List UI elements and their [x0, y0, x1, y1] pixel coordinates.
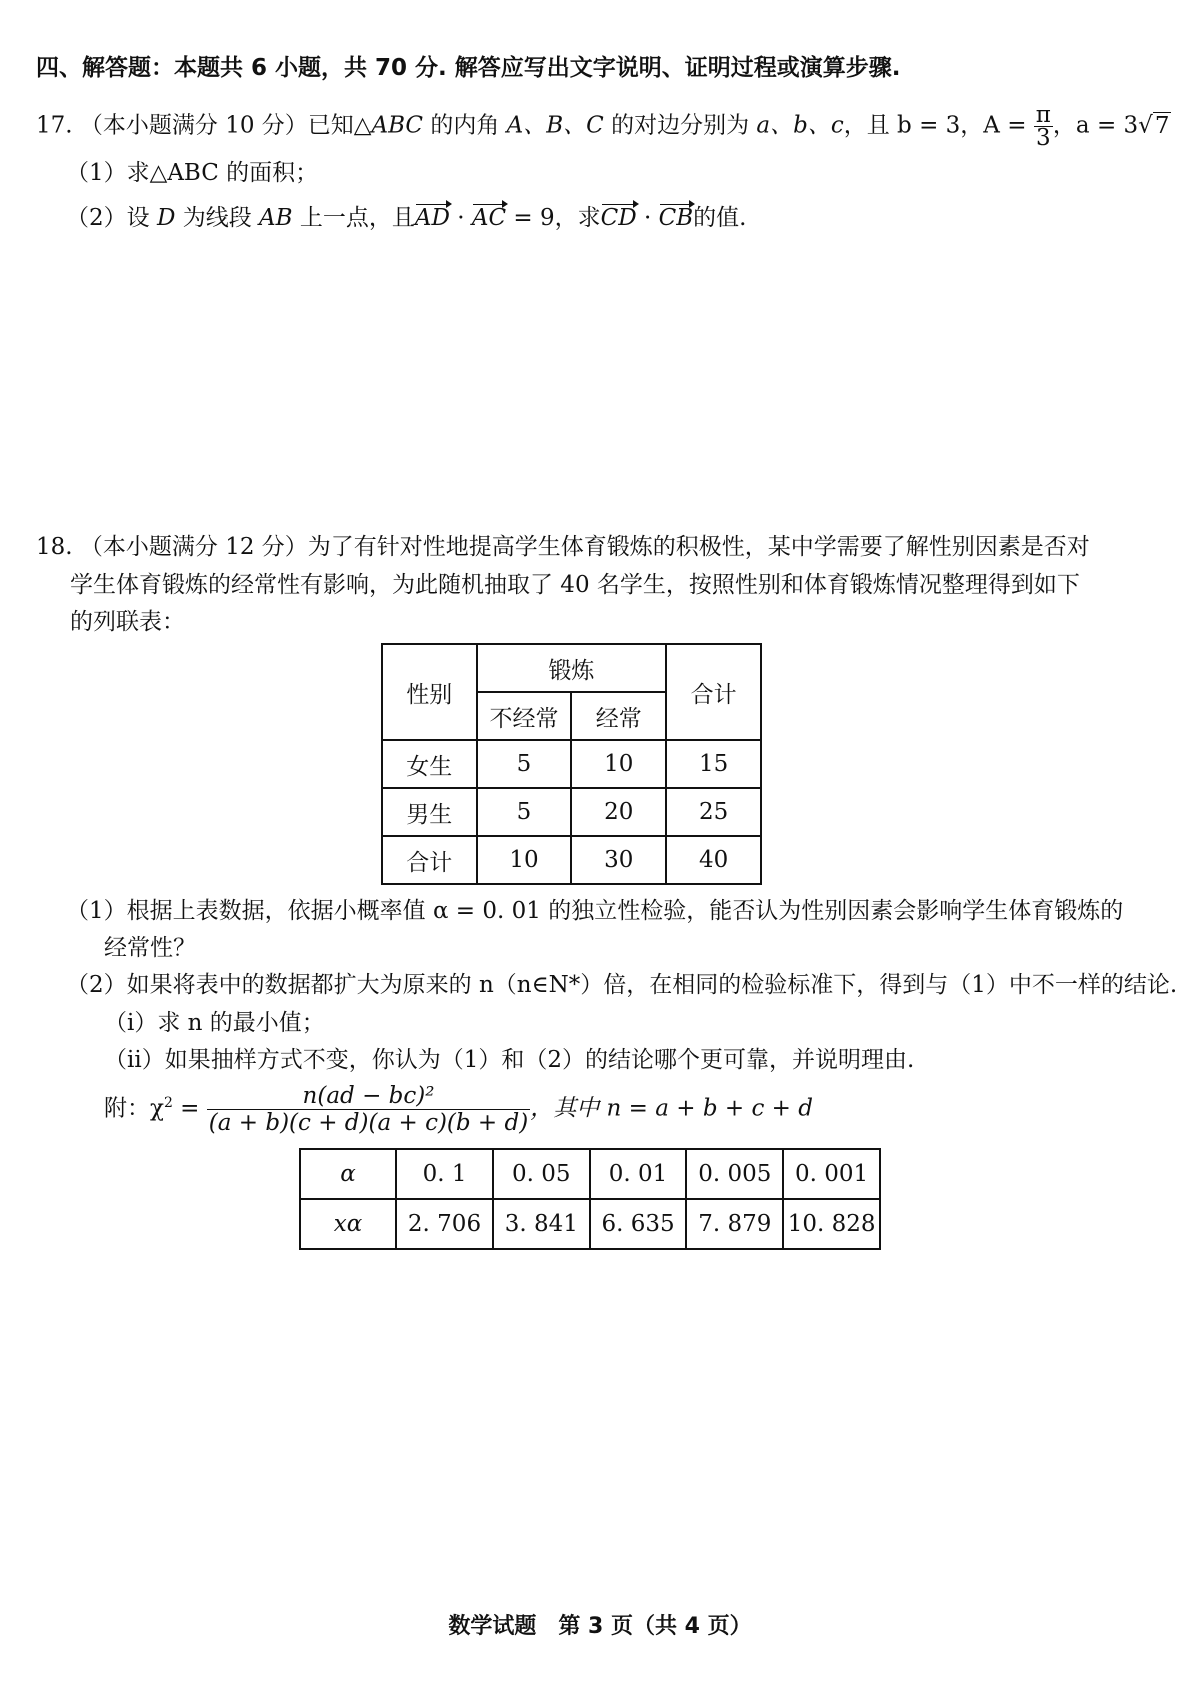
- q18-stem-line2: 学生体育锻炼的经常性有影响，为此随机抽取了 40 名学生，按照性别和体育锻炼情况整理得到如下: [70, 572, 1080, 598]
- vector-ac: AC: [471, 205, 507, 231]
- q18-stem-line1: 18. （本小题满分 12 分）为了有针对性地提高学生体育锻炼的积极性，某中学需要了解性别因素是否对: [36, 534, 1090, 560]
- q18-part1-line2: 经常性？: [104, 935, 196, 961]
- section-heading: 四、解答题：本题共 6 小题，共 70 分. 解答应写出文字说明、证明过程或演算步骤.: [36, 55, 901, 81]
- alpha-value: 0. 005: [686, 1149, 783, 1199]
- cell-not-often: 10: [477, 836, 572, 884]
- q17-stem: 17. （本小题满分 10 分）已知△ABC 的内角 A、B、C 的对边分别为 a、b、c，且 b = 3，A = $\frac{\pi}{3}$ ，a = 3√7: [36, 102, 1170, 151]
- alpha-value: 0. 001: [783, 1149, 880, 1199]
- cell-often: 10: [571, 740, 666, 788]
- critical-value: 3. 841: [493, 1199, 590, 1249]
- vector-cd: CD: [600, 205, 637, 231]
- q18-part2-ii: （ⅱ）如果抽样方式不变，你认为（1）和（2）的结论哪个更可靠，并说明理由.: [104, 1047, 915, 1073]
- cell-total: 25: [666, 788, 761, 836]
- row-label: 合计: [382, 836, 477, 884]
- alpha-value: 0. 1: [396, 1149, 493, 1199]
- cell-not-often: 5: [477, 740, 572, 788]
- vector-cb: CB: [658, 205, 694, 231]
- q18-stem-line3: 的列联表：: [70, 609, 185, 635]
- q18-part2-line1: （2）如果将表中的数据都扩大为原来的 n（n∈N*）倍，在相同的检验标准下，得到与（1）中不一样的结论.: [66, 972, 1178, 998]
- critical-value: 10. 828: [783, 1199, 880, 1249]
- table-row: [382, 836, 761, 884]
- cell-total: 40: [666, 836, 761, 884]
- page-footer: 数学试题 第 3 页（共 4 页）: [448, 1614, 752, 1639]
- q18-part2-i: （ⅰ）求 n 的最小值；: [104, 1010, 325, 1036]
- q17-part1: （1）求△ABC 的面积；: [66, 160, 319, 186]
- contingency-table: [381, 643, 762, 885]
- critical-value: 6. 635: [590, 1199, 687, 1249]
- row-label: 女生: [382, 740, 477, 788]
- x-alpha-label: xα: [300, 1199, 396, 1249]
- cell-often: 20: [571, 788, 666, 836]
- row-label: 男生: [382, 788, 477, 836]
- q17-part2: （2）设 D 为线段 AB 上一点，且AD · AC = 9，求CD · CB的值.: [66, 205, 747, 231]
- critical-value-table: [299, 1148, 881, 1250]
- critical-value: 2. 706: [396, 1199, 493, 1249]
- cell-often: 30: [571, 836, 666, 884]
- cell-not-often: 5: [477, 788, 572, 836]
- alpha-label: α: [300, 1149, 396, 1199]
- pi-over-3-fraction: $\frac{\pi}{3}$: [1035, 102, 1051, 151]
- table-row: [382, 740, 761, 788]
- chi-square-formula: 附：$\chi^2$ = $\frac{\text{n(ad − bc)²}}{(a + b)(c + d)(a + c)(b + d)}$ ，其中 n = a + b + c + d: [104, 1083, 813, 1136]
- header-exercise: 锻炼: [477, 644, 667, 692]
- vector-ad: AD: [414, 205, 450, 231]
- alpha-value: 0. 05: [493, 1149, 590, 1199]
- header-total: 合计: [666, 644, 761, 740]
- alpha-value: 0. 01: [590, 1149, 687, 1199]
- header-often: 经常: [571, 692, 666, 740]
- q18-part1-line1: （1）根据上表数据，依据小概率值 α = 0. 01 的独立性检验，能否认为性别因素会影响学生体育锻炼的: [66, 898, 1124, 924]
- cell-total: 15: [666, 740, 761, 788]
- critical-value: 7. 879: [686, 1199, 783, 1249]
- table-row: [382, 788, 761, 836]
- header-not-often: 不经常: [477, 692, 572, 740]
- header-gender: 性别: [382, 644, 477, 740]
